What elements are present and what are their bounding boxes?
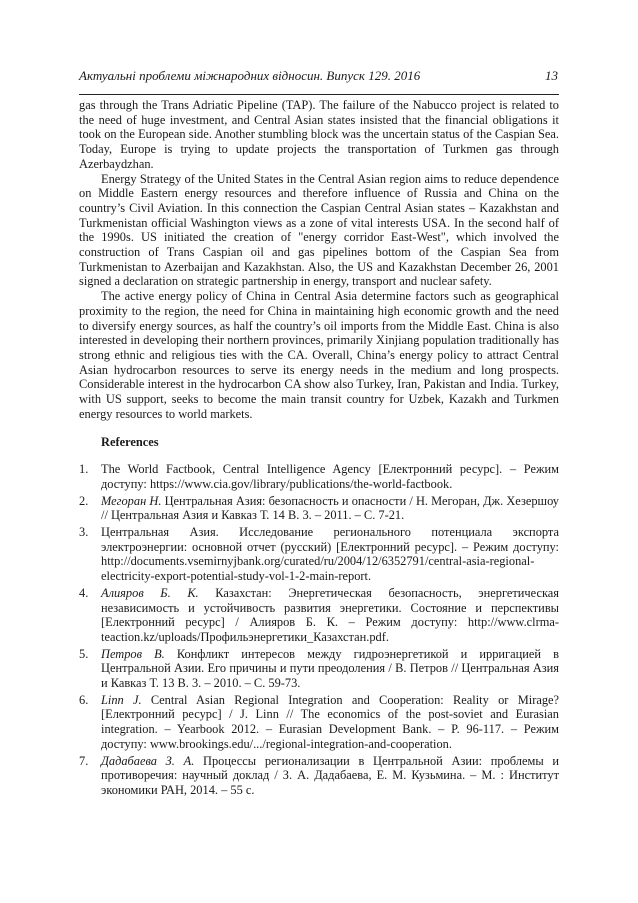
reference-item [79,494,559,523]
reference-author: Linn J. [101,692,142,707]
reference-author: Мегоран Н. [101,493,162,508]
reference-author: Алияров Б. К. [101,585,199,600]
reference-item [79,462,559,491]
paragraph: Energy Strategy of the United States in the Central Asian region aims to reduce dependence on Middle Eastern energy resources and therefore influence of Russia and China on the country’s Civil Aviation. In this connection the Caspian Central Asian states – Kazakhstan and Turkmenistan official Washington views as a zone of vital interests USA. In the second half of the 1990s. US initiated the creation of "energy corridor East-West", which involved the construction of Trans Caspian oil and gas pipelines bottom of the Caspian Sea from Turkmenistan to Azerbaijan and Kazakhstan. Also, the US and Kazakhstan December 26, 2001 signed a declaration on strategic partnership in energy, transport and nuclear safety. [79,171,559,289]
paragraph: gas through the Trans Adriatic Pipeline (TAP). The failure of the Nabucco project is related to the need of huge investment, and Central Asian states insisted that the financial obligations it took on the European side. Another stumbling block was the uncertain status of the Caspian Sea. Today, Europe is trying to update projects the transportation of Turkmen gas through Azerbaydzhan. [79,98,559,171]
reference-number: 2. [79,493,89,508]
paragraph: The active energy policy of China in Central Asia determine factors such as geographical proximity to the region, the need for China in maintaining high economic growth and the need to diversify energy sources, as half the country’s oil imports from the Middle East. China is also interested in developing their northern provinces, primarily Xinjiang population traditionally has strong ethnic and religious ties with the CA. Overall, China’s energy policy to attract Central Asian hydrocarbon resources to serve its energy needs in the medium and long prospects. Considerable interest in the hydrocarbon CA show also Turkey, Iran, Pakistan and India. Turkey, with US support, seeks to become the main transit country for Uzbek, Kazakh and Turkmen energy resources to world markets. [79,289,559,421]
references-heading: References [101,435,159,450]
reference-text: Центральная Азия. Исследование регионального потенциала экспорта электроэнергии: основной отчет (русский) [Електронний ресурс]. – Режим доступу: http://documents.vsemirnyjbank.org/curated/ru/2004/12/6352791/central-asia-regional-electricity-export-potential-study-vol-1-2-main-report. [101,524,559,584]
reference-text: Центральная Азия: безопасность и опасности / Н. Мегоран, Дж. Хезершоу // Центральная Азия и Кавказ Т. 14 В. 3. – 2011. – С. 7-21. [101,493,559,523]
reference-item [79,586,559,645]
reference-text: Казахстан: Энергетическая безопасность, энергетическая независимость и устойчивость развития энергетики. Состояние и перспективы [Електронний ресурс] / Алияров Б. К. – Режим доступу: http://www.clrma-teaction.kz/uploads/Профильэнергетики_Казахстан.pdf. [101,585,559,644]
reference-number: 5. [79,646,89,661]
reference-author: Петров В. [101,646,165,661]
reference-text: Central Asian Regional Integration and Cooperation: Reality or Mirage? [Електронний ресурс] / J. Linn // The economics of the post-soviet and Eurasian integration. – Yearbook 2012. – Eurasian Development Bank. – P. 96-117. – Режим доступу: www.brookings.edu/.../regional-integration-and-cooperation. [101,692,560,751]
reference-number: 4. [79,585,89,600]
reference-item [79,754,559,798]
references-list [79,462,559,797]
reference-text: The World Factbook, Central Intelligence Agency [Електронний ресурс]. – Режим доступу: https://www.cia.gov/library/publications/the-world-factbook. [101,462,559,491]
reference-number: 7. [79,753,89,768]
reference-item [79,647,559,691]
reference-author: Дадабаева З. А. [101,753,195,768]
reference-item [79,693,559,752]
reference-number: 1. [79,462,89,477]
reference-text: Процессы регионализации в Центральной Азии: проблемы и противоречия: научный доклад / З. А. Дадабаева, Е. М. Кузьмина. – М. : Институт экономики РАН, 2014. – 55 с. [101,753,559,797]
page-number: 13 [545,68,558,83]
reference-item [79,525,559,584]
article-body [79,98,559,800]
running-header [79,68,558,84]
reference-number: 3. [79,524,89,539]
header-rule [79,94,559,95]
journal-title: Актуальні проблеми міжнародних відносин. Випуск 129. 2016 [79,68,421,83]
reference-text: Конфликт интересов между гидроэнергетикой и ирригацией в Центральной Азии. Его причины и пути преодоления / В. Петров // Центральная Азия и Кавказ Т. 13 В. 3. – 2010. – С. 59-73. [101,646,559,691]
reference-number: 6. [79,692,89,707]
